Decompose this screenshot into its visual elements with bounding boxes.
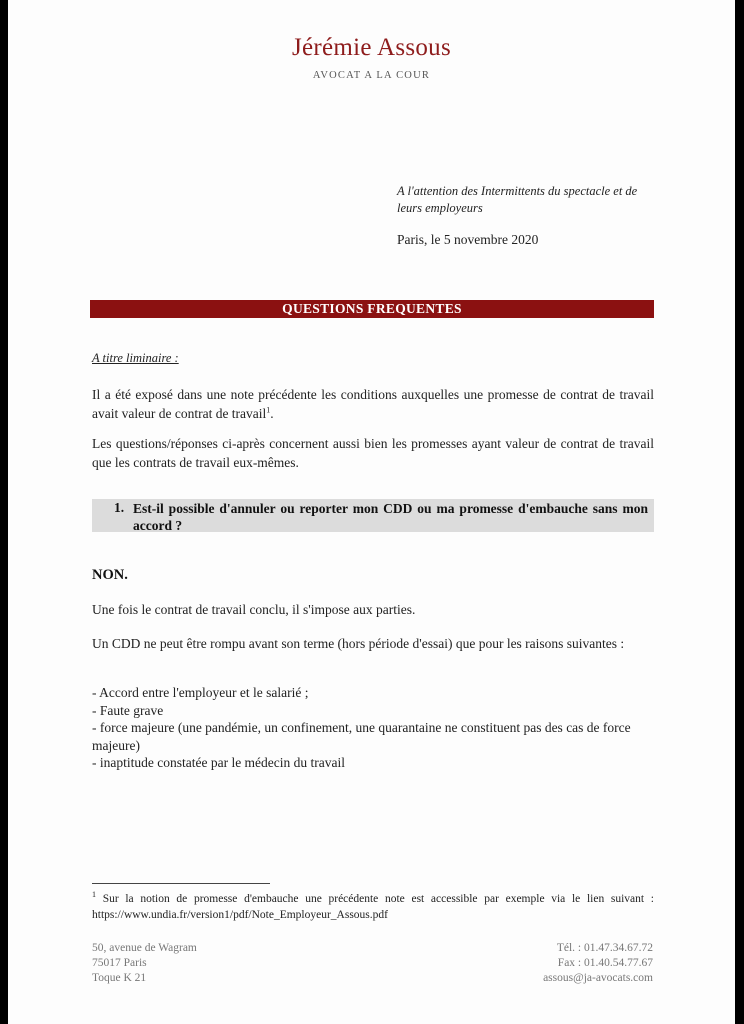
question-text: Est-il possible d'annuler ou reporter mon CDD ou ma promesse d'embauche sans mon accord ? [133,501,648,533]
list-item: - force majeure (une pandémie, un confinement, une quarantaine ne constituent pas des cas de force majeure) [92,720,631,753]
list-item: - inaptitude constatée par le médecin du travail [92,755,346,770]
list-item: - Faute grave [92,702,164,718]
intro-paragraph-1-text: Il a été exposé dans une note précédente les conditions auxquelles une promesse de contrat de travail avait valeur de contrat de travail [92,387,654,421]
question-number: 1. [114,500,125,515]
address-line: 75017 Paris [92,957,147,969]
intro-paragraph-1 [92,385,654,423]
recipient-line: A l'attention des Intermittents du spectacle et de leurs employeurs [397,184,638,215]
list-item: - Accord entre l'employeur et le salarié ; [92,685,309,700]
address-line: 50, avenue de Wagram [92,942,197,954]
reasons-list [92,684,654,772]
author-title: AVOCAT A LA COUR [312,70,431,81]
document-date: Paris, le 5 novembre 2020 [397,232,539,247]
document-page [8,0,735,1024]
answer-paragraph-1: Une fois le contrat de travail conclu, il s'impose aux parties. [92,602,416,617]
phone-number: Tél. : 01.47.34.67.72 [556,942,653,954]
answer-paragraph-2: Un CDD ne peut être rompu avant son terme (hors période d'essai) que pour les raisons suivantes : [92,636,625,651]
section-banner: QUESTIONS FREQUENTES [90,300,654,318]
footnote-text: Sur la notion de promesse d'embauche une précédente note est accessible par exemple via le lien suivant : https://www.undia.fr/version1/pdf/Note_Employeur_Assous.pdf [92,893,654,921]
address-line: Toque K 21 [92,972,147,984]
intro-paragraph-1-end: . [270,406,274,421]
answer-short: NON. [92,567,128,583]
intro-paragraph-2: Les questions/réponses ci-après concernent aussi bien les promesses ayant valeur de contrat de travail que les contrats de travail eux-mêmes. [92,436,654,470]
fax-number: Fax : 01.40.54.77.67 [557,957,653,969]
footnote-separator [92,883,270,884]
footnote-reference: 1 [266,405,271,415]
footer-contact [543,941,653,986]
footnote [92,891,654,923]
footer-address [92,941,197,986]
author-name: Jérémie Assous [291,34,452,61]
footnote-mark: 1 [92,890,96,900]
email-address: assous@ja-avocats.com [543,972,653,984]
intro-label: A titre liminaire : [92,351,179,365]
